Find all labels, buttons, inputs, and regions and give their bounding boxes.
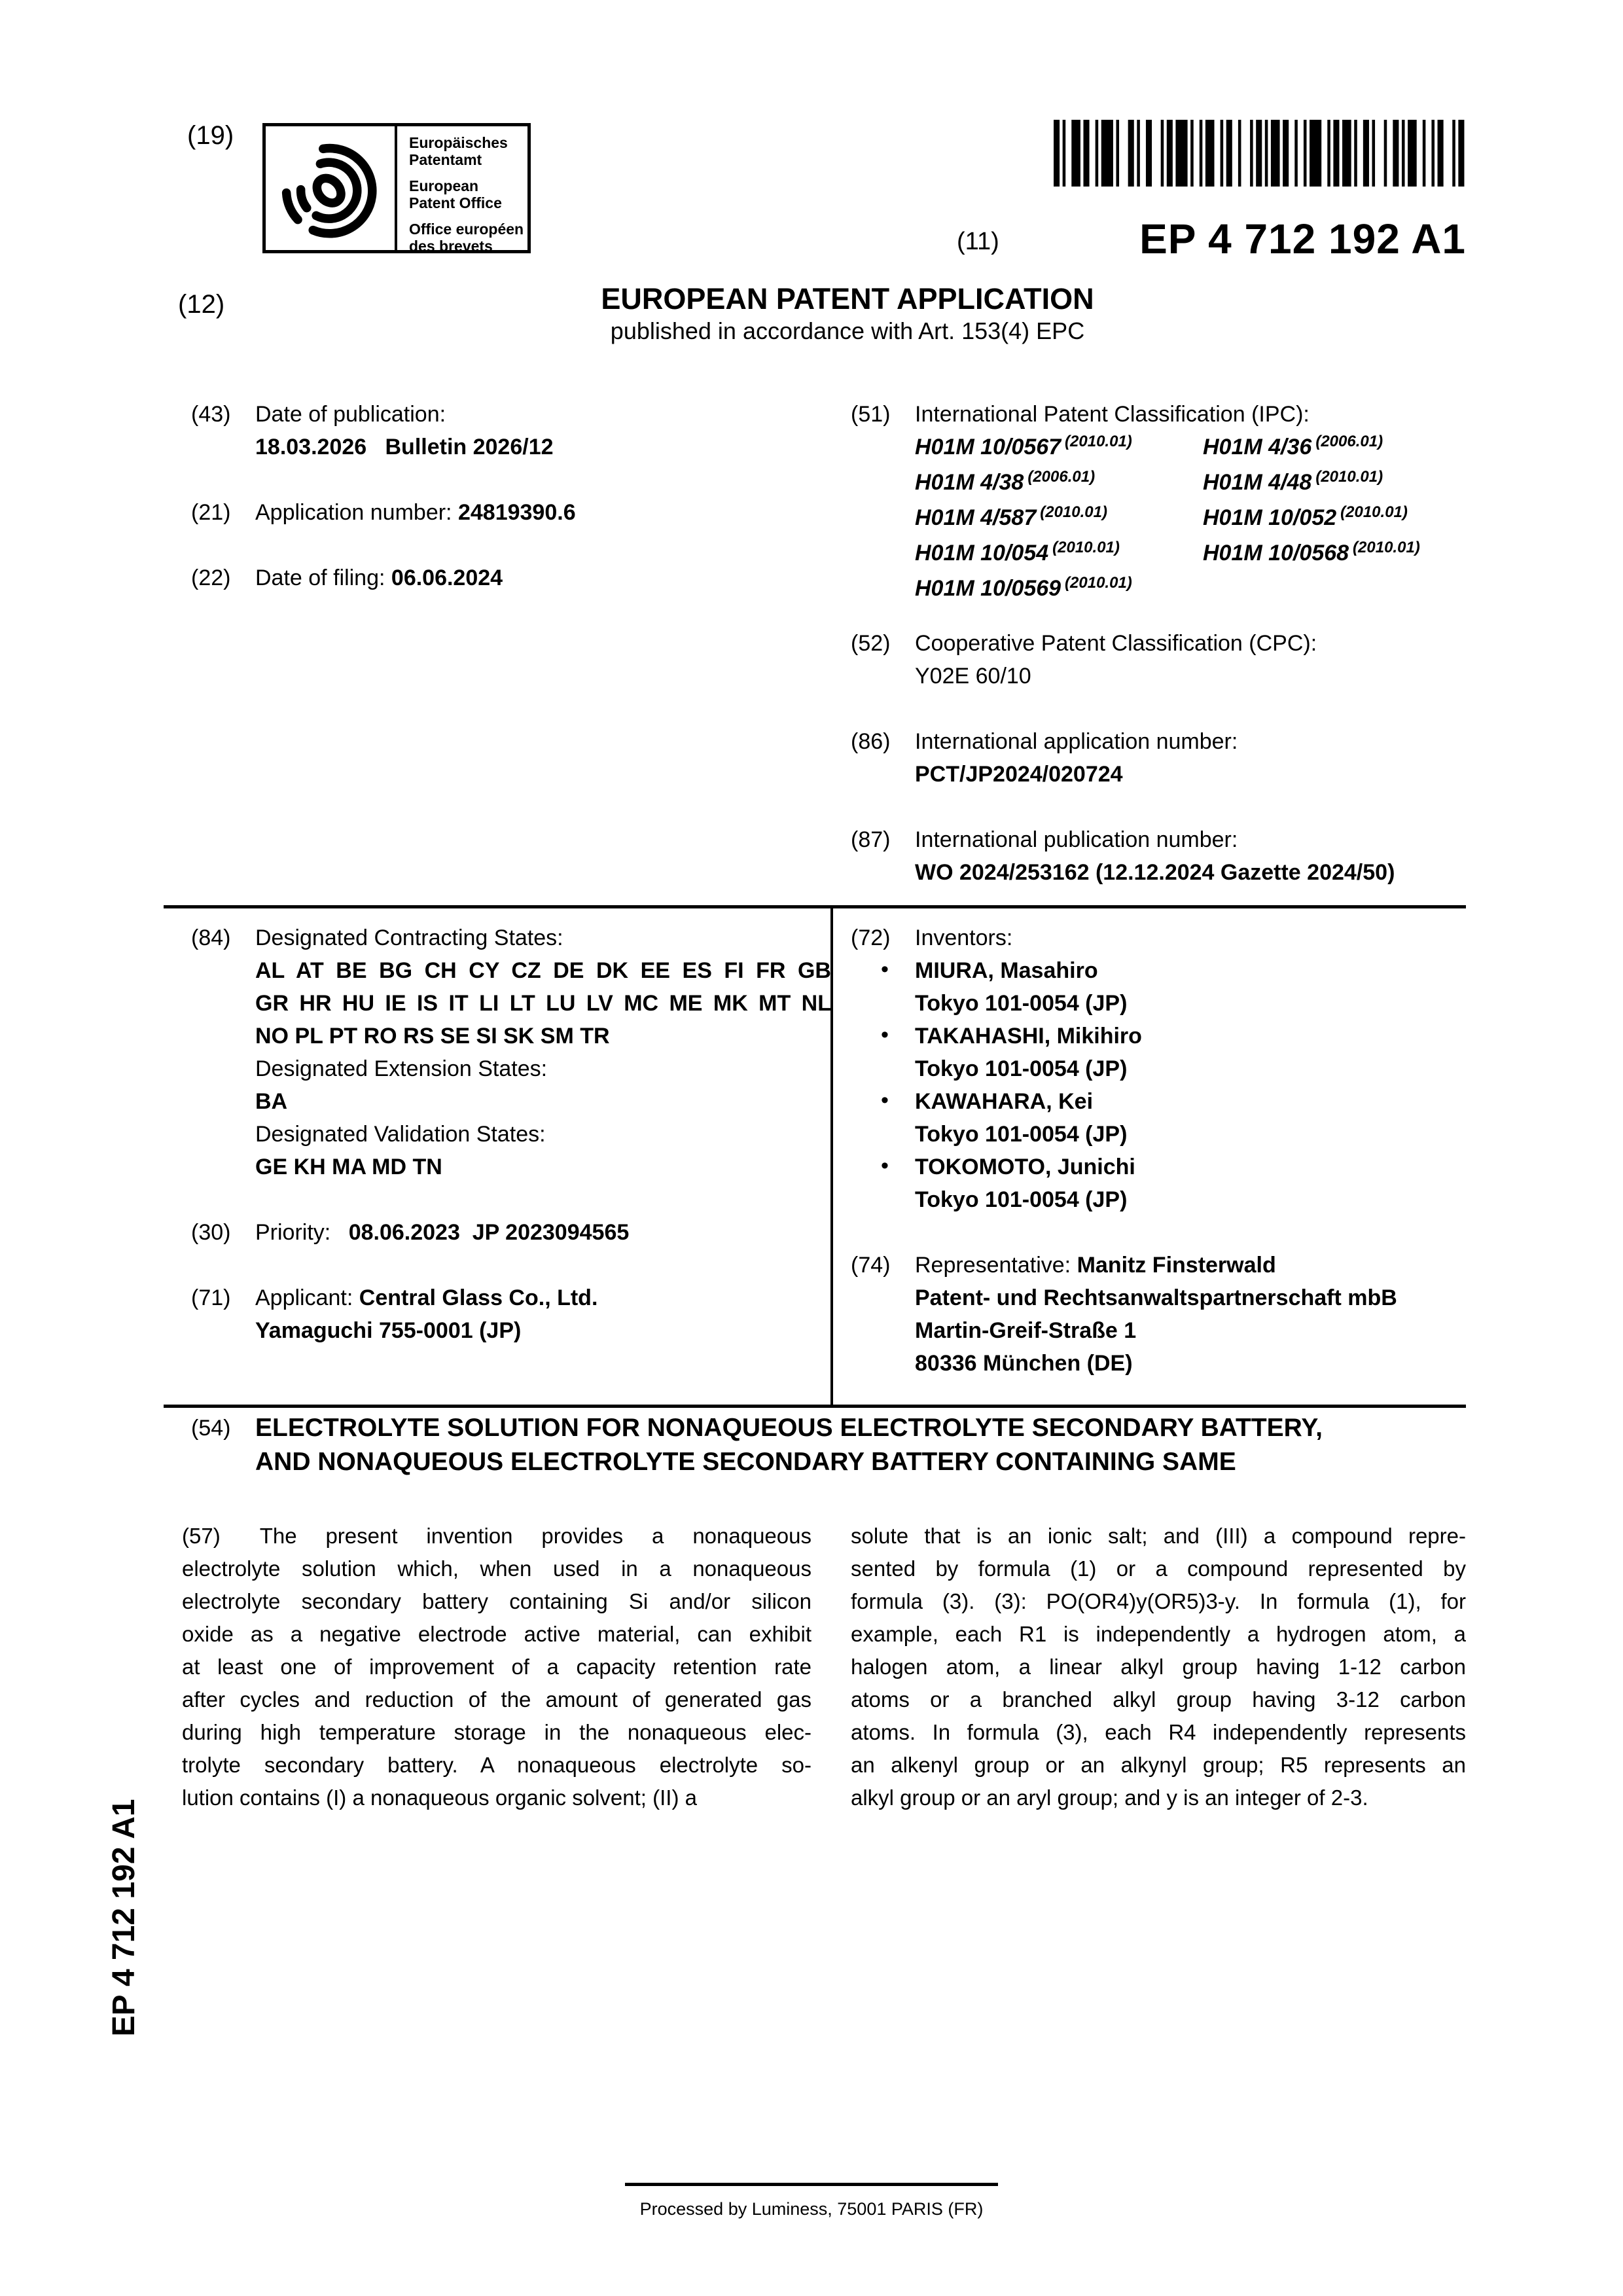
abstract-line: electrolyte solution which, when used in a nonaqueous — [182, 1556, 812, 1581]
field-51-ipc — [851, 398, 1467, 607]
inventor-item — [881, 1151, 1467, 1216]
bullet-icon: • — [881, 957, 889, 982]
field-30-priority — [191, 1216, 831, 1249]
inid-22-label: (22) — [191, 565, 231, 590]
side-publication-number: EP 4 712 192 A1 — [107, 1799, 141, 2037]
extension-states-label: Designated Extension States: — [255, 1056, 548, 1081]
inid-19-label: (19) — [187, 121, 234, 150]
contracting-states-list — [255, 954, 831, 1052]
abstract-line: during high temperature storage in the nonaqueous elec- — [182, 1720, 812, 1744]
inid-43-label: (43) — [191, 402, 231, 427]
field-54-invention-title — [191, 1411, 1530, 1479]
field-86-intl-application — [851, 725, 1467, 791]
field-21-application-number — [191, 496, 832, 529]
field-86-value: PCT/JP2024/020724 — [915, 762, 1123, 787]
ipc-table — [915, 431, 1467, 607]
field-86-label: International application number: — [915, 729, 1238, 754]
inid-21-label: (21) — [191, 500, 231, 525]
field-43-value: 18.03.2026 Bulletin 2026/12 — [255, 435, 554, 459]
field-22-value: 06.06.2024 — [391, 565, 503, 590]
abstract-line: lution contains (I) a nonaqueous organic solvent; (II) a — [182, 1785, 697, 1810]
logo-name-de: Patentamt — [409, 151, 482, 168]
invention-title-line: AND NONAQUEOUS ELECTROLYTE SECONDARY BATTERY CONTAINING SAME — [255, 1448, 1236, 1476]
logo-name-de: Europäisches — [409, 134, 508, 151]
ipc-entry: H01M 4/36 $^{(2006.01)}$ — [1203, 433, 1383, 459]
ipc-entry: H01M 10/0569 $^{(2010.01)}$ — [915, 574, 1132, 601]
field-74-representative — [851, 1249, 1467, 1380]
bullet-icon: • — [881, 1153, 889, 1178]
invention-title-line: ELECTROLYTE SOLUTION FOR NONAQUEOUS ELECTROLYTE SECONDARY BATTERY, — [255, 1414, 1323, 1442]
inventor-name: TAKAHASHI, Mikihiro — [915, 1024, 1142, 1049]
abstract-line: electrolyte secondary battery containing Si and/or silicon — [182, 1589, 812, 1613]
abstract-first-line — [182, 1520, 812, 1552]
inid-86-label: (86) — [851, 729, 891, 754]
inid-12-label: (12) — [178, 290, 225, 319]
inventor-item — [881, 954, 1467, 1020]
field-87-label: International publication number: — [915, 827, 1238, 852]
ipc-entry: H01M 10/0567 $^{(2010.01)}$ — [915, 433, 1132, 459]
inventor-address: Tokyo 101-0054 (JP) — [915, 991, 1128, 1016]
field-22-filing-date — [191, 562, 832, 594]
document-subtitle: published in accordance with Art. 153(4) EPC — [610, 317, 1085, 344]
abstract-line: halogen atom, a linear alkyl group having 1-12 carbon — [851, 1655, 1466, 1679]
inventor-name: KAWAHARA, Kei — [915, 1089, 1094, 1114]
field-74-label: Representative: — [915, 1253, 1071, 1278]
field-30-value: 08.06.2023 JP 2023094565 — [348, 1220, 630, 1245]
inid-71-label: (71) — [191, 1285, 231, 1310]
ipc-column-1 — [915, 431, 1203, 607]
epo-logo-box — [262, 123, 531, 253]
inid-52-label: (52) — [851, 631, 891, 656]
abstract-line: solute that is an ionic salt; and (III) a compound repre- — [851, 1524, 1466, 1548]
inventor-name: MIURA, Masahiro — [915, 958, 1098, 983]
representative-name: Manitz Finsterwald — [1077, 1253, 1276, 1278]
biblio-right-column — [851, 398, 1467, 889]
logo-name-fr: des brevets — [409, 238, 493, 255]
states-line: GR HR HU IE IS IT LI LT LU LV MC ME MK MT NL — [255, 991, 831, 1016]
horizontal-rule-bottom — [164, 1405, 1466, 1408]
inventor-address: Tokyo 101-0054 (JP) — [915, 1187, 1128, 1212]
biblio-left-column — [191, 398, 832, 594]
field-51-label: International Patent Classification (IPC): — [915, 402, 1310, 427]
ipc-entry: H01M 4/587 $^{(2010.01)}$ — [915, 503, 1107, 530]
field-52-value: Y02E 60/10 — [915, 664, 1031, 689]
footer-rule — [625, 2183, 998, 2186]
states-line: NO PL PT RO RS SE SI SK SM TR — [255, 1024, 610, 1049]
logo-name-fr: Office européen — [409, 221, 524, 238]
validation-states-label: Designated Validation States: — [255, 1122, 546, 1147]
inid-72-label: (72) — [851, 925, 891, 950]
epo-logo-cell — [266, 126, 395, 250]
field-87-intl-publication — [851, 823, 1467, 889]
field-72-label: Inventors: — [915, 925, 1013, 950]
inventors-list — [881, 954, 1467, 1216]
inventor-name: TOKOMOTO, Junichi — [915, 1155, 1135, 1179]
inventor-address: Tokyo 101-0054 (JP) — [915, 1056, 1128, 1081]
bullet-icon: • — [881, 1022, 889, 1047]
inid-11-label: (11) — [957, 228, 999, 255]
states-line: AL AT BE BG CH CY CZ DE DK EE ES FI FR GB — [255, 958, 831, 983]
publication-number: EP 4 712 192 A1 — [1139, 215, 1466, 262]
inid-30-label: (30) — [191, 1220, 231, 1245]
barcode — [1054, 120, 1467, 187]
field-43-label: Date of publication: — [255, 402, 446, 427]
abstract-column-right — [851, 1520, 1466, 1814]
representative-address-lines — [915, 1282, 1467, 1380]
document-heading — [255, 281, 1440, 346]
inventor-item — [881, 1020, 1467, 1085]
abstract-column-left — [182, 1520, 812, 1814]
abstract-line: alkyl group or an aryl group; and y is an integer of 2-3. — [851, 1785, 1368, 1810]
ipc-entry: H01M 4/48 $^{(2010.01)}$ — [1203, 468, 1383, 495]
abstract-line: at least one of improvement of a capacity retention rate — [182, 1655, 812, 1679]
horizontal-rule-top — [164, 905, 1466, 908]
abstract-line: oxide as a negative electrode active material, can exhibit — [182, 1622, 812, 1646]
applicant-address: Yamaguchi 755-0001 (JP) — [255, 1318, 522, 1343]
inid-54-label: (54) — [191, 1416, 231, 1441]
logo-name-en: Patent Office — [409, 194, 502, 211]
biblio-mid-right-column — [851, 922, 1467, 1380]
abstract-first-line-text: The present invention provides a nonaqueous — [259, 1524, 812, 1548]
epo-office-names — [397, 126, 527, 255]
inid-51-label: (51) — [851, 402, 891, 427]
representative-address-line: Patent- und Rechtsanwaltspartnerschaft mbB — [915, 1285, 1397, 1310]
field-30-label: Priority: — [255, 1220, 331, 1245]
epo-spiral-logo-icon — [281, 132, 380, 245]
ipc-entry: H01M 10/054 $^{(2010.01)}$ — [915, 539, 1120, 565]
extension-states-value: BA — [255, 1089, 288, 1114]
field-71-label: Applicant: — [255, 1285, 353, 1310]
field-43-publication-date — [191, 398, 832, 463]
inventor-item — [881, 1085, 1467, 1151]
validation-states-value: GE KH MA MD TN — [255, 1155, 442, 1179]
bullet-icon: • — [881, 1088, 889, 1113]
abstract-line: atoms. In formula (3), each R4 independently represents — [851, 1720, 1466, 1744]
logo-name-en: European — [409, 177, 479, 194]
field-71-applicant — [191, 1282, 831, 1347]
ipc-entry: H01M 4/38 $^{(2006.01)}$ — [915, 468, 1096, 495]
document-type-title: EUROPEAN PATENT APPLICATION — [601, 282, 1094, 315]
inid-74-label: (74) — [851, 1253, 891, 1278]
representative-address-line: 80336 München (DE) — [915, 1351, 1133, 1376]
abstract-line: an alkenyl group or an alkynyl group; R5 represents an — [851, 1753, 1466, 1777]
field-87-value: WO 2024/253162 (12.12.2024 Gazette 2024/50) — [915, 860, 1395, 885]
ipc-column-2 — [1203, 431, 1467, 607]
ipc-entry: H01M 10/0568 $^{(2010.01)}$ — [1203, 539, 1420, 565]
biblio-mid-left-column — [191, 922, 831, 1347]
inventor-address: Tokyo 101-0054 (JP) — [915, 1122, 1128, 1147]
field-22-label: Date of filing: — [255, 565, 385, 590]
field-84-label: Designated Contracting States: — [255, 925, 563, 950]
inid-84-label: (84) — [191, 925, 231, 950]
footer-processing-note: Processed by Luminess, 75001 PARIS (FR) — [639, 2199, 984, 2219]
field-21-value: 24819390.6 — [457, 500, 576, 525]
abstract-line: example, each R1 is independently a hydrogen atom, a — [851, 1622, 1466, 1646]
abstract-line: formula (3). (3): PO(OR4)y(OR5)3-y. In formula (1), for — [851, 1589, 1466, 1613]
abstract-line: trolyte secondary battery. A nonaqueous electrolyte so- — [182, 1753, 812, 1777]
field-52-label: Cooperative Patent Classification (CPC): — [915, 631, 1317, 656]
inid-87-label: (87) — [851, 827, 891, 852]
field-52-cpc — [851, 627, 1467, 692]
inid-57-label: (57) — [182, 1524, 221, 1548]
field-21-label: Application number: — [255, 500, 452, 525]
abstract-line: atoms or a branched alkyl group having 3-12 carbon — [851, 1687, 1466, 1712]
field-72-inventors — [851, 922, 1467, 1216]
abstract-line: sented by formula (1) or a compound represented by — [851, 1556, 1466, 1581]
applicant-name: Central Glass Co., Ltd. — [359, 1285, 598, 1310]
field-84-designated-states — [191, 922, 831, 1183]
representative-address-line: Martin-Greif-Straße 1 — [915, 1318, 1137, 1343]
ipc-entry: H01M 10/052 $^{(2010.01)}$ — [1203, 503, 1408, 530]
abstract-line: after cycles and reduction of the amount of generated gas — [182, 1687, 812, 1712]
